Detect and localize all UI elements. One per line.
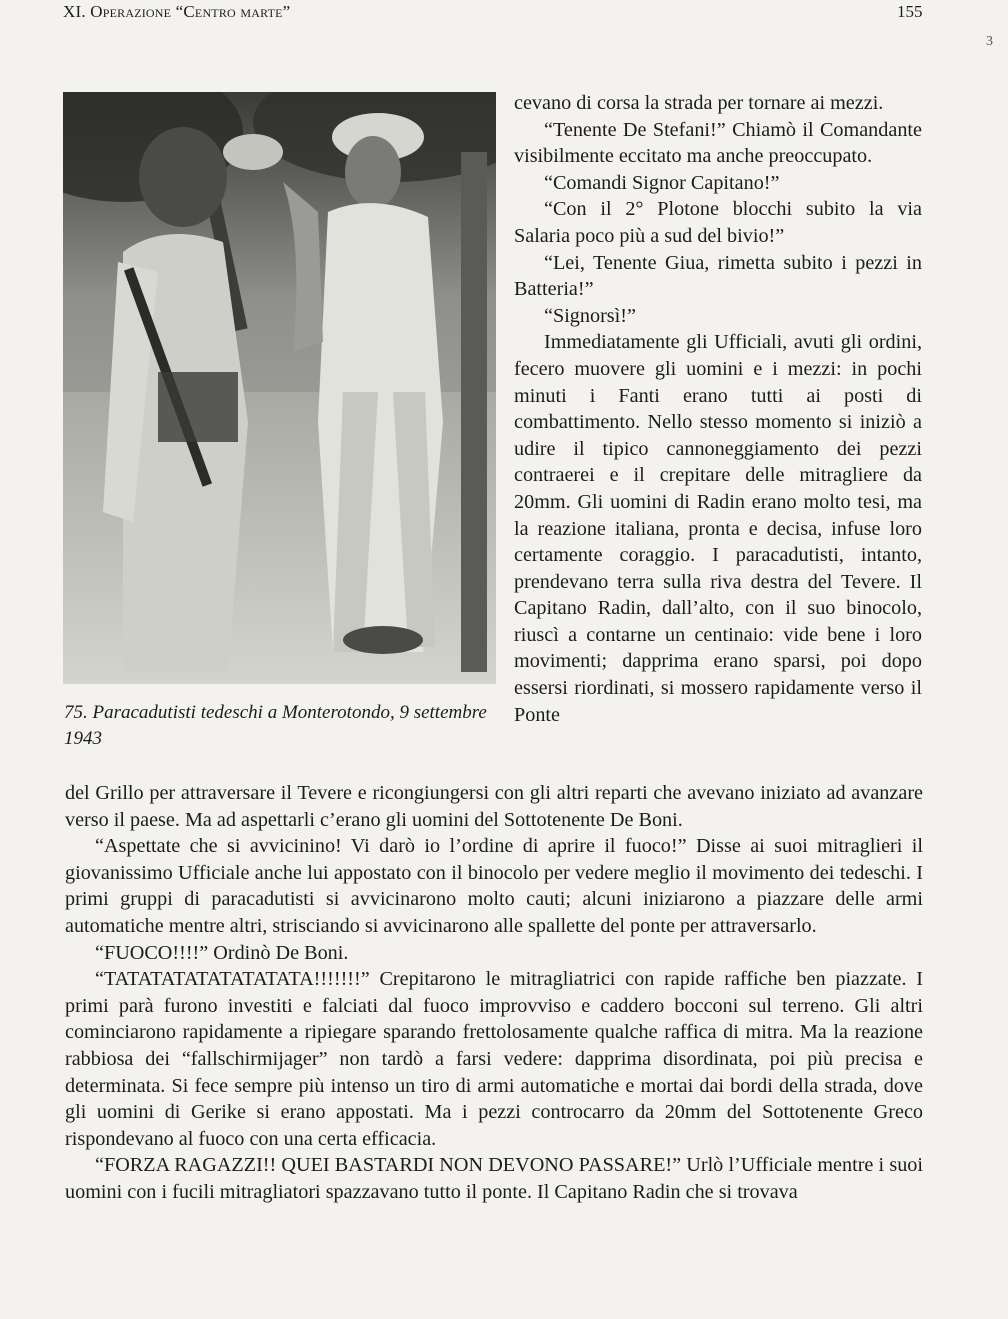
archival-photograph	[63, 92, 496, 684]
paragraph: “Tenente De Stefani!” Chiamò il Comandante visibilmente eccitato ma anche preoccupato.	[514, 118, 922, 168]
paragraph: Immediatamente gli Ufficiali, avuti gli ordini, fecero muovere gli uomini e i mezzi: in pochi minuti i Fanti erano tutti ai posti di combattimento. Nello stesso momento si iniziò a udire il tipico cannoneggiamento dei pezzi contraerei e il crepitare delle mitragliere da 20mm. Gli uomini di Radin erano molto tesi, ma la reazione italiana, pronta e decisa, infuse loro certamente coraggio. I paracadutisti, intanto, prendevano terra sulla riva destra del Tevere. Il Capitano Radin, dall’alto, con il suo binocolo, riuscì a contarne un centinaio: vide bene i loro movimenti; dapprima erano sparsi, poi dopo essersi riordinati, si mossero rapidamente verso il Ponte	[514, 331, 922, 726]
paragraph: “FUOCO!!!!” Ordinò De Boni.	[95, 941, 349, 964]
paragraph: “Aspettate che si avvicinino! Vi darò io l’ordine di aprire il fuoco!” Disse ai suoi mitraglieri il giovanissimo Ufficiale anche lui appostato con il binocolo per vedere meglio il movimento dei tedeschi. I primi gruppi di paracadutisti si avvicinarono molto cauti; alcuni iniziarono a piazzare delle armi automatiche mentre altri, strisciando si avvicinarono alle spallette del ponte per attraversarlo.	[65, 835, 923, 937]
running-header: XI. Operazione “Centro marte”	[63, 2, 291, 21]
paragraph: “TATATATATATATATATA!!!!!!!” Crepitarono le mitragliatrici con rapide raffiche ben piazzate. I primi parà furono investiti e falciati dal fuoco improvviso e caddero bocconi sul terreno. Gli altri cominciarono rapidamente a ripiegare sparando frettolosamente qualche raffica di mitra. Ma la reazione rabbiosa dei “fallschirmijager” non tardò a farsi vedere: dapprima disordinata, poi più precisa e determinata. Si fece sempre più intenso un tiro di armi automatiche e mortai dai bordi della strada, dove gli uomini di Gerike si erano appostati. Ma i pezzi controcarro da 20mm del Sottotenente Greco rispondevano al fuoco con una certa efficacia.	[65, 968, 923, 1150]
photograph-paratroopers	[63, 92, 496, 684]
page-number: 155	[897, 2, 923, 21]
paragraph: “Lei, Tenente Giua, rimetta subito i pezzi in Batteria!”	[514, 251, 922, 301]
paragraph: “Con il 2° Plotone blocchi subito la via Salaria poco più a sud del bivio!”	[514, 198, 922, 247]
figure-caption: 75. Paracadutisti tedeschi a Monterotondo, 9 settembre 1943	[64, 702, 487, 749]
paragraph: cevano di corsa la strada per tornare ai mezzi.	[514, 92, 884, 114]
paragraph: del Grillo per attraversare il Tevere e ricongiungersi con gli altri reparti che avevano iniziato ad avanzare verso il paese. Ma ad aspettarli c’erano gli uomini del Sottotenente De Boni.	[65, 782, 923, 831]
paragraph: “Signorsì!”	[544, 304, 636, 327]
right-column-text	[514, 90, 922, 728]
paragraph: “Comandi Signor Capitano!”	[544, 171, 780, 194]
margin-mark: 3	[986, 34, 993, 49]
paragraph: “FORZA RAGAZZI!! QUEI BASTARDI NON DEVONO PASSARE!” Urlò l’Ufficiale mentre i suoi uomini con i fucili mitragliatori spazzavano tutto il ponte. Il Capitano Radin che si trovava	[65, 1154, 923, 1203]
full-width-text	[65, 780, 923, 1206]
